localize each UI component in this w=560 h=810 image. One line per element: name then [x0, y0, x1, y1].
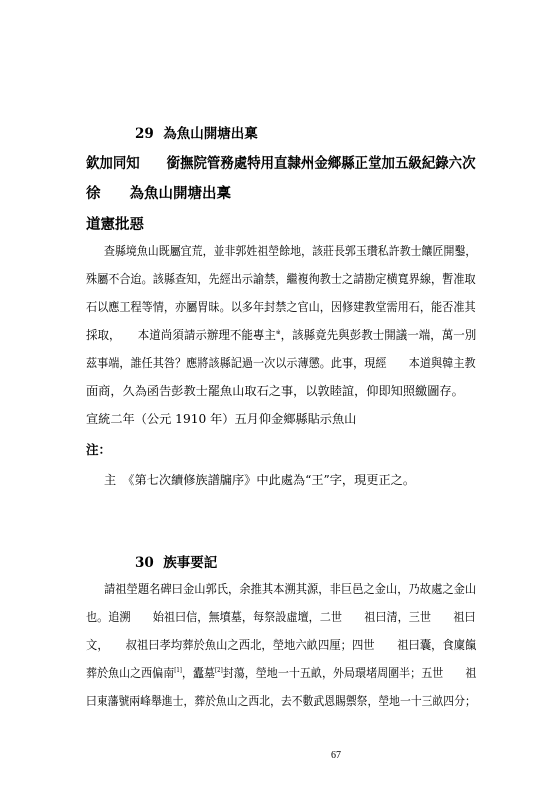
body-line: 石以應工程等情，亦屬胃昧。以多年封禁之官山，因修建教堂需用石，能否准其 [86, 300, 476, 314]
body-line [86, 326, 476, 343]
note-text: 主 《第七次續修族譜牖序》中此處為“王”字，現更正之。 [104, 473, 416, 487]
body-line-part: 封蕩，塋地一十五畝，外局環堵周圍半；五世 祖 [222, 666, 477, 680]
body-line: 殊屬不合迨。該縣查知，先經出示諭禁，繼複徇教士之請勘定横寬界線，暫准取 [86, 272, 476, 286]
footnote-mark: [1] [174, 666, 182, 674]
date-line: 宣統二年（公元 1910 年）五月仰金鄉縣貼示魚山 [86, 412, 357, 426]
official-title-line: 欽加同知 銜撫院管務處特用直隸州金鄉縣正堂加五級紀錄六次 [86, 155, 476, 172]
body-line: 曰東藩號兩峰舉進士，葬於魚山之西北，去不數武恩賜禦祭，塋地一十三畝四分； [86, 694, 476, 708]
approval-heading: 道憲批惡 [86, 216, 144, 233]
note-label: 注： [86, 442, 112, 457]
section-29-heading [135, 122, 258, 142]
body-line: 文， 叔祖曰孝均葬於魚山之西北，塋地六畝四厘；四世 祖曰囊，食廩餼 [86, 638, 477, 652]
body-line-part: ，蠹墓 [181, 666, 216, 680]
body-line: 茲事端，誰任其咎？應將該縣記過一次以示薄懲。此事，現經 本道與韓主教 [86, 356, 476, 370]
body-line: 也。追溯 始祖曰信，無墳墓，每祭設虛壇，二世 祖曰清，三世 祖曰 [86, 610, 476, 624]
body-line-part: ，該縣竟先與彭教士開議一端，萬一別 [280, 328, 477, 342]
official-name-line: 徐 為魚山開塘出稟 [86, 185, 231, 202]
section-30-heading [135, 551, 217, 571]
body-line: 面商，久為函告彭教士罷魚山取石之事，以敦睦誼，仰即知照繳圖存。 [86, 384, 464, 398]
body-line: 請祖塋題名碑曰金山郭氏，余推其本溯其源，非巨邑之金山，乃故處之金山 [104, 582, 477, 596]
section-number: 29 [135, 126, 154, 142]
section-title: 族事要記 [163, 555, 218, 571]
section-number: 30 [135, 555, 154, 571]
section-title: 為魚山開塘出稟 [163, 126, 258, 142]
page-number: 67 [331, 750, 341, 761]
body-line: 查縣境魚山既屬宜荒，並非郭姓祖塋餘地，該莊長郭玉瓚私許教士饟匠開鑿， [104, 244, 477, 258]
footnote-mark: ※ [275, 328, 281, 336]
body-line-part: 葬於魚山之西偏南 [86, 666, 175, 680]
footnote-mark: [2] [215, 666, 223, 674]
body-line [86, 664, 476, 681]
body-line-part: 採取， 本道尚須請示辦理不能專主 [86, 328, 276, 342]
